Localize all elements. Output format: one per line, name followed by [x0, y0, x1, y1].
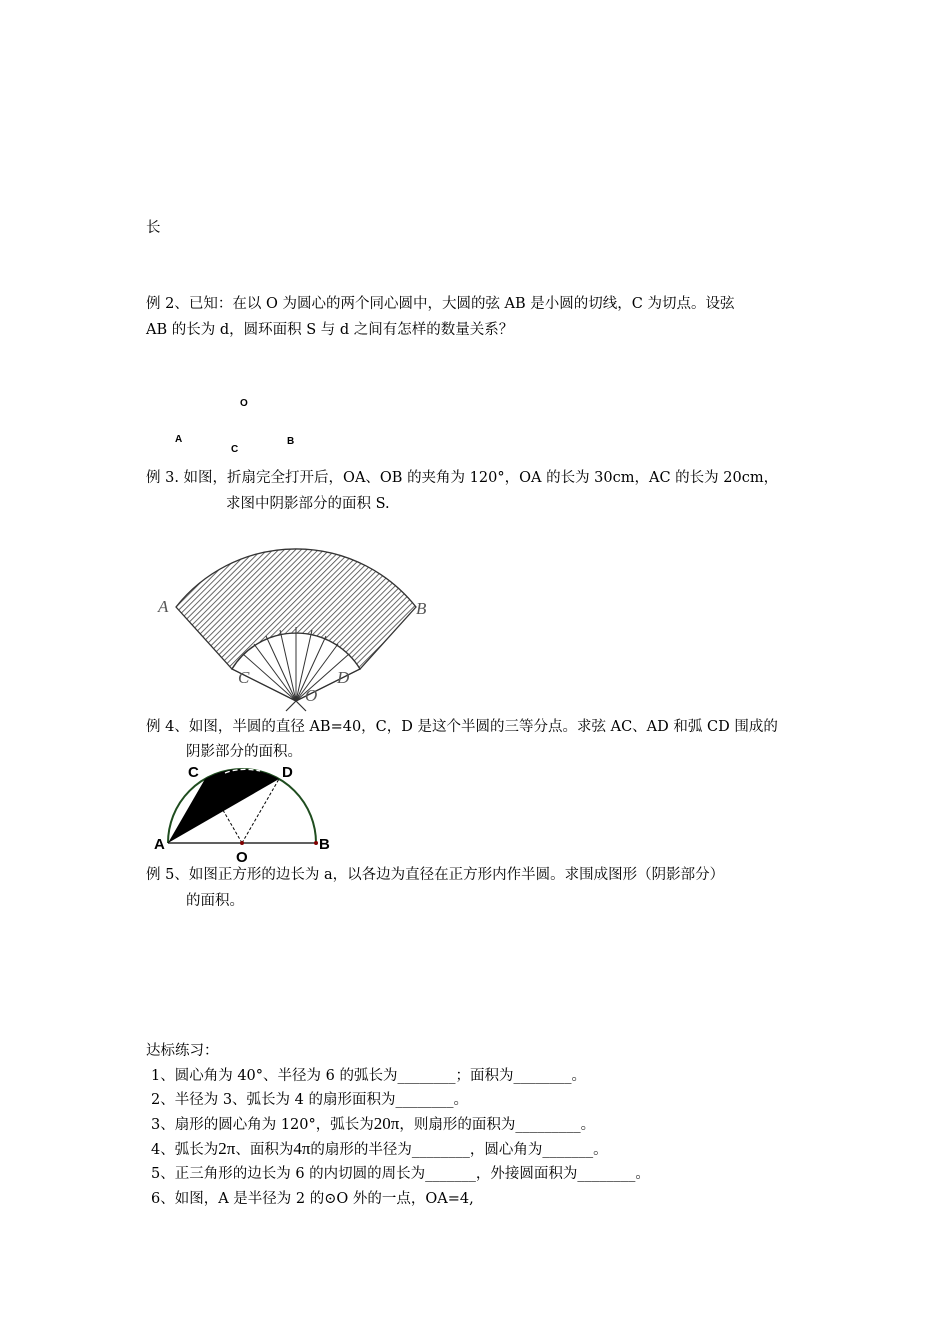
practice-heading: 达标练习：: [146, 1043, 219, 1059]
q3-math: 20π: [373, 1114, 400, 1133]
q4-text-b: 、面积为: [235, 1142, 294, 1158]
semi-label-d: D: [282, 764, 293, 781]
semi-label-b: B: [319, 836, 330, 853]
ex2-label-o: O: [240, 398, 248, 409]
q4-text-a: 4、弧长为: [151, 1142, 219, 1158]
ex3-line2: 求图中阴影部分的面积 S.: [226, 496, 390, 512]
ex5-line1: 例 5、如图正方形的边长为 a，以各边为直径在正方形内作半圆。求围成图形（阴影部分）: [146, 867, 725, 883]
point-b: [314, 841, 318, 845]
fan-label-a: A: [158, 597, 169, 616]
shaded-region: [168, 769, 279, 843]
ex5-line2: 的面积。: [186, 893, 244, 909]
q3-text-a: 3、扇形的圆心角为 120°，弧长为: [151, 1117, 374, 1133]
ex2-line1: 例 2、已知：在以 O 为圆心的两个同心圆中，大圆的弦 AB 是小圆的切线，C 为切点。设弦: [146, 296, 735, 312]
practice-q2: 2、半径为 3、弧长为 4 的扇形面积为________。: [151, 1092, 469, 1108]
ex4-line2: 阴影部分的面积。: [186, 744, 302, 760]
semi-label-a: A: [154, 836, 165, 853]
fan-label-b: B: [416, 599, 427, 618]
semi-label-o: O: [236, 849, 248, 866]
ex4-line1: 例 4、如图，半圆的直径 AB=40，C，D 是这个半圆的三等分点。求弦 AC、AD 和弧 CD 围成的: [146, 719, 778, 735]
fan-handle: [286, 701, 306, 711]
ex2-label-b: B: [287, 436, 295, 447]
text-line-zhang: 长: [146, 220, 161, 236]
q4-math1: 2π: [218, 1139, 236, 1158]
ex2-label-a: A: [175, 434, 183, 445]
ex2-label-c: C: [231, 444, 239, 455]
q4-text-c: 的扇形的半径为________，圆心角为_______。: [310, 1142, 608, 1158]
practice-q5: 5、正三角形的边长为 6 的内切圆的周长为_______，外接圆面积为________。: [151, 1166, 650, 1182]
q4-math2: 4π: [293, 1139, 311, 1158]
folding-fan-figure: [150, 525, 450, 715]
ex3-line1: 例 3. 如图，折扇完全打开后，OA、OB 的夹角为 120°，OA 的长为 30cm，AC 的长为 20cm，: [146, 470, 779, 486]
q3-text-b: ，则扇形的面积为_________。: [399, 1117, 596, 1133]
point-o: [240, 841, 244, 845]
practice-q1: 1、圆心角为 40°、半径为 6 的弧长为________；面积为________。: [151, 1068, 586, 1084]
fan-label-o: O: [305, 686, 318, 705]
semi-label-c: C: [188, 764, 199, 781]
ex2-line2: AB 的长为 d，圆环面积 S 与 d 之间有怎样的数量关系？: [146, 322, 514, 338]
practice-q3: [151, 1114, 595, 1135]
practice-q6: 6、如图，A 是半径为 2 的⊙O 外的一点，OA=4,: [151, 1191, 474, 1207]
fan-label-d: D: [337, 668, 350, 687]
semicircle-figure: [150, 755, 350, 865]
practice-q4: [151, 1139, 608, 1160]
fan-label-c: C: [238, 668, 250, 687]
